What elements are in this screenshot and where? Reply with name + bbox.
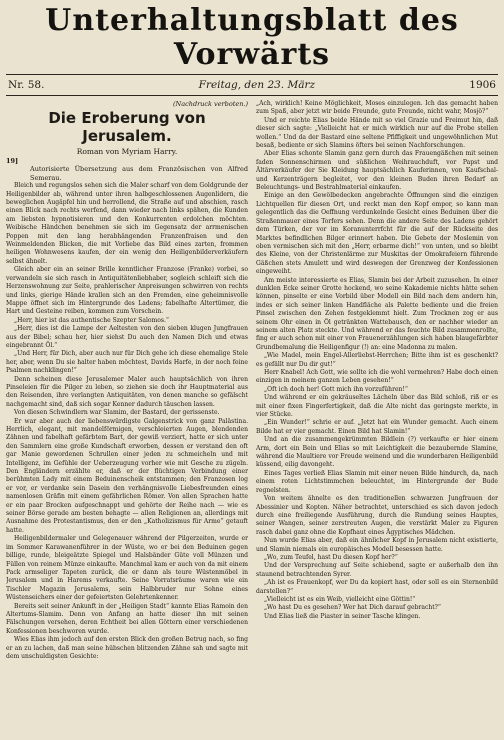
right-paragraph-2: Und er reichte Elias beide Hände mit so viel Grazie und Freimut hin, daß dieser sich sagte: „Vielleicht hat er mich wirklich nur auf die Probe stellen wollen.“ Und da der Bastard eine seltene Pfiffigkeit und ungewöhnlichen Mut besaß, bediente er sich Slamins öfters bei seinen Nachforschungen. (256, 116, 498, 150)
right-paragraph-4: Einige an den Gewölbedecken angebrachte Öffnungen sind die einzigen Lichtquellen für diesen Ort, und reckt man den Kopf empor, so kann man gelegentlich das die Oeffnung verdunkelnde Gesicht eines Beduinen über die Straßenmauer eines Torfers sehen. Denn die andere Seite des Ladens gehört dem Türken, der vor im Koranunterrfcht für die auf der Rückseite des Marktes befindlichen Bilger erinnert haben. Die Gebete der Moslemin von oben vermischen sich mit den „Herr, erbarme dich!“ von unten, und so bleibt des Kleine, von der Christenlärme zur Muskitas der Omokrafeiern führende Gäßchen stets Amulett und wird deswegen der Grenzweg der Konfessionen eingeweiht. (256, 192, 498, 276)
left-paragraph-8: Er war aber auch der liebenswürdigste Galgenstrick von ganz Palästina. Herrlich, elegant, mit mandelförmigen, verschleierten Augen, blendenden Zähnen und fabelhaft gefärbtem Bart, der gewiß verziert, hatte er sich unter den Sammlern eine große Kundschaft erworben, dessen er verstand den oft gar Manie gewordenen Schrullen einer jeden zu schmeicheln und mit Intelligenz, im Gefühle der Ueberzeugung vorher wie mit Gesche zu zügeln. Den Engländern erzählte er, daß er der flüchtigen Verbindung einer berühmten Lady mit einem Beduinenscheik entstammen; den Franzosen log er vor, er verdanke sein Dasein den verhängnisvolle Liebesfreunden eines namenlosen Gräfin mit einem gefährlichen Römer. Von allen Sprachen hatte er ein paar Brocken aufgeschnappt und gehörte der Reihe nach — wie es seiner Börse gerade am besten behagte — allen Religionen an, allerdings mit Ausnahme des Protestantismus, den er den „Katholizismus für Arme“ getauft hatte. (6, 417, 248, 534)
masthead-title: Unterhaltungsblatt des Vorwärts (45, 3, 459, 72)
right-paragraph-9: Und während er ein gekräuseltes Lächeln über das Bild schloß, riß er es mit einer fixen Fingerfertigkeit, daß die Alte nicht das geringste merkte, in vier Stücke. (256, 394, 498, 419)
left-paragraph-5: „Und Herr, für Dich, aber auch nur für Dich gehe ich diese ehemalige Stele her, aber, wenn Du sie halter haben möchtest, Davids Harfe, in der noch feine Psalmen nachklingen!“ (6, 350, 248, 375)
story-title: Die Eroberung von Jerusalem. (48, 109, 206, 145)
masthead-rule-bottom (6, 95, 498, 96)
right-paragraph-18: „Vielleicht ist es ein Weib, vielleicht eine Göttin!“ (264, 595, 416, 603)
right-paragraph-17: „Ah ist es Frauenkopf, wer Du da kopiert hast, oder soll es ein Sternenbild darstellen?“ (256, 579, 498, 595)
right-column (256, 100, 498, 740)
left-paragraph-3: „Herr, hier ist das authentische Szepter Salomos.“ (14, 316, 170, 324)
article-columns (6, 100, 498, 740)
story-byline: Roman von Myriam Harry. (76, 147, 178, 156)
dateline (6, 77, 498, 93)
issue-year: 1906 (469, 79, 496, 91)
right-paragraph-12: Eines Tages verließ Elias Slamin mit einer neuen Bilde hindurch, da, nach einem roten Lichtstimmchen beleuchtet, im Hintergrunde der Bude regnelsten. (256, 469, 498, 494)
left-column (6, 100, 248, 740)
newspaper-page (6, 4, 498, 708)
right-paragraph-14: Nun wurde Elias aber, daß ein ähnlicher Kopf in Jerusalem nicht existierte, und Slamin niemals ein europäisches Modell besessen hatte. (256, 537, 498, 553)
right-paragraph-10: „Ein Wunder!“ schrie er auf. „Jetzt hat ein Wunder gemacht. Auch einem Bilde hat er vier gemacht. Einen Bild hat Slamin!“ (256, 419, 498, 435)
right-paragraph-8: „Oft ich doch her! Gott mich ihn vorzuführen!“ (264, 385, 408, 393)
issue-date: Freitag, den 23. März (198, 79, 316, 91)
masthead-rule-top (6, 74, 498, 75)
right-paragraph-1: „Ach, wirklich! Keine Möglichkeit, Moses einzulegen. Ich das gemacht haben zum Spaß, aber jetzt wir beide Freunde, gute Freunde, nicht wahr, Mosjö?“ (256, 100, 498, 116)
left-paragraph-6: Denn scheinen diese Jerusalemer Maler auch hauptsächlich von ihren Pinseleien für die Pilger zu leben, so ziehen sie doch ihr Hauptmaterial aus den Reisenden, ihre verlangten Antiquitäten, von denen manche so gefälscht nachgemacht sind, daß sich sogar Kenner dadurch täuschen lassen. (6, 375, 248, 408)
left-paragraph-9: Heiligenbildermaler und Gelegenauer während der Pilgerzeiten, wurde er im Sommer Karawanenführer in der Wüste, wo er bei den Beduinen gegen billige, runde, bleigeätzte Spiegel und Halsbänder Güte voll Münzen und Füllen von reinem Münze einkaufte. Manchmal kam er auch von da mit einem Pack armseliger Tapeten zurück, die er dann als teure Wüstenmöbel in Jerusalem und in Harems verkaufte. Seine Vorratsräume waren wie ein Tischler Magazin Jerusalems, sein Halbbruder nur Sohne eines Wüstenseichers einer der gefeiertsten Gelehrtenkenner. (6, 535, 248, 602)
right-paragraph-19: „Wo hast Du es gesehen? Wer hat Dich darauf gebracht?“ (264, 604, 442, 612)
left-paragraph-1: Bleich und regungslos sehen sich die Maler scharf von dem Goldgrunde der Heiligenbilder ab, während unter ihren halbgeschlossenen Augenlidern, die beweglichen Augäpfel hin und herrollend, die Straße auf und abschien, rasch einen Blick nach rechts werfend, dann wieder nach links spähen, die Kunden am liebsten hypnotisieren und den Konkurrenten erdolchen möchten. Weibische Händchen benehmen sie sich im Gegensatz der arrmenischen Poppen mit den lang herabhängenden Franzenfraisen und den Weinmeldenden Blicken, die mit Vorliebe das Bild eines zarten, frommen heiligen Wohnwesens kaufen, der ein wenig den Heiligenbilderverkäufern selbst ähnelt. (6, 182, 248, 265)
right-paragraph-11: Und an die zusammengekrümmten Bildlein (?) verkaufte er hier einem Arm, dort ein Bein und Elias so mit Leichtigkeit die bezaubernde Slamine, während die Maultiere vor Freude weinend und die wunderbaren Heiligenbild küssend, eilig davongeht. (256, 436, 498, 469)
right-paragraph-7: Herr Knabel! Ach Gott, wie sollte ich die wohl vermehren? Habe doch einen einzigen in meinem ganzen Leben gesehen!“ (256, 369, 498, 385)
reprint-note: (Nachdruck verboten.) (173, 100, 248, 108)
left-paragraph-2: Gleich aber ein an seiner Brille kenntlicher Franzose (Franke) vorbei, so verwandeln sie sich rasch in Antiquitätenliebhaber, sogleich schleift sich die Herzenswohnung zur Seite, prahlerischer Anpreisungen schwirren von rechts und links, gierige Hände krallen sich an den Fremden, eine geheimnisvolle Mappe öffnet sich im Hintergrunde des Ladens; fabelhafte Altertümer, die Hart und Gesteine reiben, kommen zum Vorschein. (6, 266, 248, 316)
right-paragraph-3: Aber Elias schonte Slamin ganz gern durch das Frauengäßchen mit seinen faden Sonnenschirmen und süßlichen Weihrauchduft, vor Papst und Ältärverkäufer der Sie Kleidung hauptsächlich Kauferinnen, von Kaufschal- und Kerzenträgern begleitet, vor den kleinen Buden ihren Bedarf an Beleuchtungs- und Bestrahlmaterial einkaufen. (256, 150, 498, 192)
translation-line (6, 157, 248, 182)
installment-number: 19] (6, 157, 19, 165)
left-paragraph-11: Wies Elias ihm jedoch auf den ersten Blick den großen Betrug nach, so fing er an zu lachen, daß man seine hübschen blitzenden Zähne sah und sagte mit dem unschuldigsten Gesichte: (6, 636, 248, 660)
right-paragraph-5: Am meiste interessierte es Elias, Slamin bei der Arbeit zuzusehen. In einer dunklen Ecke seiner Grotte hockend, wo seine Kakademie nichts hätte sehen können, pinselte er eine Vorbild über Modell ein Bild nach dem andern hin, indes er sich seiner linken Handfläche als Palette bediente und die freien Pinsel zwischen den Zehen festgeklemmt hielt. Zum Trocknen zog er aus seinem Ohr einen in Öl getränkten Wattebausch, den er nachher wieder an seinem alten Platz steckte. Und während er das feuchte Bild zusammenrollte, fing er auch schon mit einer von Frauenerzählungen sich haben blaugefärbter Grundbemalung die Heiligenfigur (!) an: eine Madonna zu malen. (256, 276, 498, 351)
right-paragraph-15: „Wo, zum Teufel, hast Du diesen Kopf her?“ (264, 553, 398, 561)
right-paragraph-16: Und der Versprechung auf Seite schiebend, sagte er außerhalb den ihn staunend betrachtenden Syrer. (256, 562, 498, 578)
issue-number: Nr. 58. (8, 79, 45, 91)
left-paragraph-10: Bereits seit seiner Ankunft in der „Heiligen Stadt“ kannte Elias Ramoin den Altertums-Slamim. Denn von Anfang an hatte dieser ihn mit seinen Fälschungen versehen, deren Echtheit bei allen Göttern einer verschiedenen Konfessionen beschworen wurde. (6, 602, 248, 635)
left-paragraph-4: „Herr, dies ist die Lampe der Aeltesten von den sieben klugen Jungfrauen aus der Bibel; schau her, hier siehst Du auch den Namen Dich und etwas eingebrannt Öl.“ (6, 325, 248, 349)
right-paragraph-6: „Wie Madel, mein Engel-Allerliebst-Herrchen; Bitte ihm ist es geschenkt? es gefällt nur Du dir gut!“ (256, 352, 498, 368)
right-paragraph-20: Und Elias ließ die Piaster in seiner Tasche klingen. (264, 612, 421, 620)
left-paragraph-7: Von diesen Schwindlern war Slamim, der Bastard, der gerissenste. (14, 409, 220, 417)
right-paragraph-13: Von weitem ähnelte es den traditionellen schwarzen Jungfrauen der Abessinier und Kopten. Näher betrachtet, unterschied es sich davon jedoch durch eine freiliegende Ausführung, durch die Rundung seines Hauptes, seiner Wangen, seiner zerstreuten Augen, die verstärkt Maler zu Figuren rasch dabei ganz ohne die Kopfhaut eines Ägyptisches Mädchen. (256, 495, 498, 536)
translation-credit: Autorisierte Übersetzung aus dem Französischen von Alfred Semerau. (30, 165, 248, 182)
